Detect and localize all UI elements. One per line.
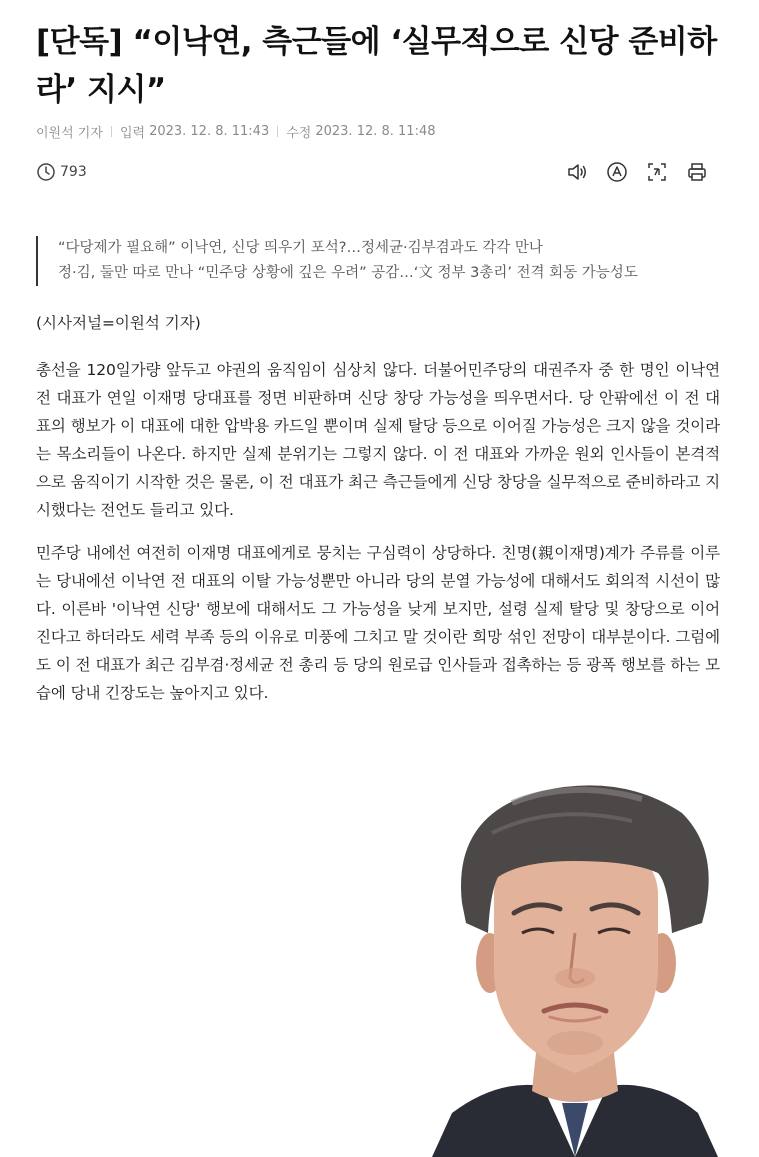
article-meta [36,122,436,141]
input-label: 입력 [119,126,146,141]
article-paragraph: 총선을 120일가량 앞두고 야권의 움직임이 심상치 않다. 더불어민주당의 대권주자 중 한 명인 이낙연 전 대표가 연일 이재명 당대표를 정면 비판하며 신당 창당 가능성을 띄우면서다. 당 안팎에선 이 전 대표의 행보가 이 대표에 대한 압박용 카드일 뿐이며 실제 탈당 등으로 이어질 가능성은 크지 않을 것이라는 목소리들이 나온다. 하지만 실제 분위기는 그렇지 않다. 이 전 대표와 가까운 원외 인사들이 본격적으로 움직이기 시작한 것은 물론, 이 전 대표가 최근 측근들에게 신당 창당을 실무적으로 준비하라고 지시했다는 전언도 들리고 있다. [36,361,720,519]
share-icon [646,161,668,183]
article-title: [단독] “이낙연, 측근들에 ‘실무적으로 신당 준비하라’ 지시” [36,24,717,108]
article-photo [432,773,718,1157]
view-count-value: 793 [60,164,87,180]
summary-line: “다당제가 필요해” 이낙연, 신당 띄우기 포석?…정세균·김부겸과도 각각 만나 [58,240,543,256]
speaker-icon [566,161,588,183]
modified-date: 2023. 12. 8. 11:48 [315,124,436,139]
stats-toolbar [36,158,710,186]
divider [277,126,278,137]
speaker-button[interactable] [564,159,590,185]
modified-label: 수정 [286,126,312,141]
clock-icon [36,162,56,182]
byline: (시사저널=이원석 기자) [36,314,201,332]
print-icon [686,161,708,183]
author: 이원석 기자 [36,126,103,141]
divider [111,126,112,137]
portrait-image [432,773,718,1157]
summary-line: 정·김, 둘만 따로 만나 “민주당 상황에 깊은 우려” 공감…‘文 정부 3총리’ 전격 회동 가능성도 [58,265,638,281]
print-button[interactable] [684,159,710,185]
font-size-icon [606,161,628,183]
article-tools [564,159,710,185]
font-size-button[interactable] [604,159,630,185]
view-count [36,162,87,182]
input-date: 2023. 12. 8. 11:43 [149,124,270,139]
article-paragraph: 민주당 내에선 여전히 이재명 대표에게로 뭉치는 구심력이 상당하다. 친명(親이재명)계가 주류를 이루는 당내에선 이낙연 전 대표의 이탈 가능성뿐만 아니라 당의 분열 가능성에 대해서도 회의적 시선이 많다. 이른바 '이낙연 신당' 행보에 대해서도 그 가능성을 낮게 보지만, 설령 실제 탈당 및 창당으로 이어진다고 하더라도 세력 부족 등의 이유로 미풍에 그치고 말 것이란 희망 섞인 전망이 대부분이다. 그럼에도 이 전 대표가 최근 김부겸·정세균 전 총리 등 당의 원로급 인사들과 접촉하는 등 광폭 행보를 하는 모습에 당내 긴장도는 높아지고 있다. [36,544,720,702]
share-button[interactable] [644,159,670,185]
article-summary [36,236,748,286]
